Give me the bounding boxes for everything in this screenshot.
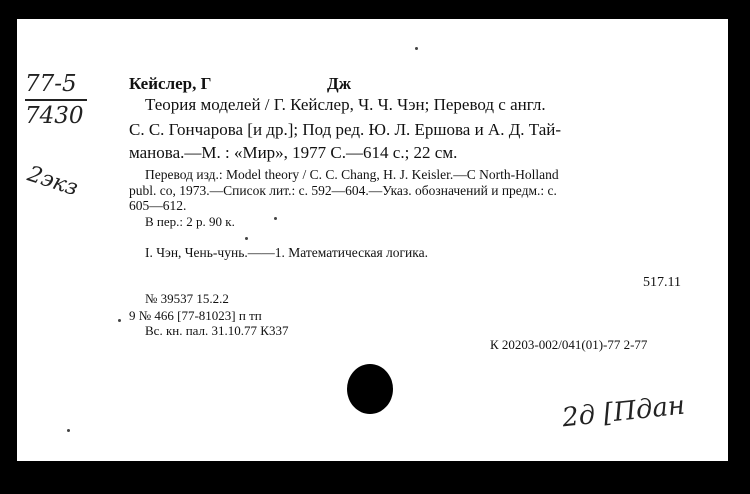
handwritten-code-bottom: 7430 (25, 103, 84, 129)
price: В пер.: 2 р. 90 к. (145, 214, 235, 229)
title-line: С. С. Гончарова [и др.]; Под ред. Ю. Л. Ершова и А. Д. Тай- (129, 120, 562, 139)
note-line: Перевод изд.: Model theory / C. C. Chang, H. J. Keisler.—C North-Holland (145, 167, 559, 182)
title-line: манова.—М. : «Мир», 1977 С.—614 с.; 22 см. (129, 143, 458, 162)
speck (118, 319, 121, 322)
catalog-card (17, 19, 728, 461)
classification-number: 517.11 (643, 275, 681, 290)
catalog-code: К 20203-002/041(01)-77 2-77 (490, 337, 648, 352)
note-line: 605—612. (129, 198, 187, 213)
speck (245, 237, 248, 240)
handwritten-underline (25, 99, 87, 101)
title-line: Теория моделей / Г. Кейслер, Ч. Ч. Чэн; Перевод с англ. (145, 95, 546, 114)
book-chamber-stamp: Вс. кн. пал. 31.10.77 К337 (145, 323, 289, 338)
author-name: Кейслер, Г (129, 74, 212, 93)
subject-headings: I. Чэн, Чень-чунь.——1. Математическая логика. (145, 245, 428, 260)
handwritten-code-top: 77-5 (25, 71, 77, 97)
author-coauthor: Дж (327, 74, 352, 93)
note-line: publ. co, 1973.—Список лит.: с. 592—604.—Указ. обозначений и предм.: с. (129, 183, 557, 198)
punch-hole (347, 364, 393, 414)
registration-number: № 39537 15.2.2 (145, 291, 229, 306)
speck (415, 47, 418, 50)
handwritten-side-note: 2экз (24, 161, 82, 202)
order-number: 9 № 466 [77-81023] п тп (129, 308, 262, 323)
speck (67, 429, 70, 432)
speck (274, 217, 277, 220)
handwritten-signature: 2д [Пдан (560, 390, 687, 434)
